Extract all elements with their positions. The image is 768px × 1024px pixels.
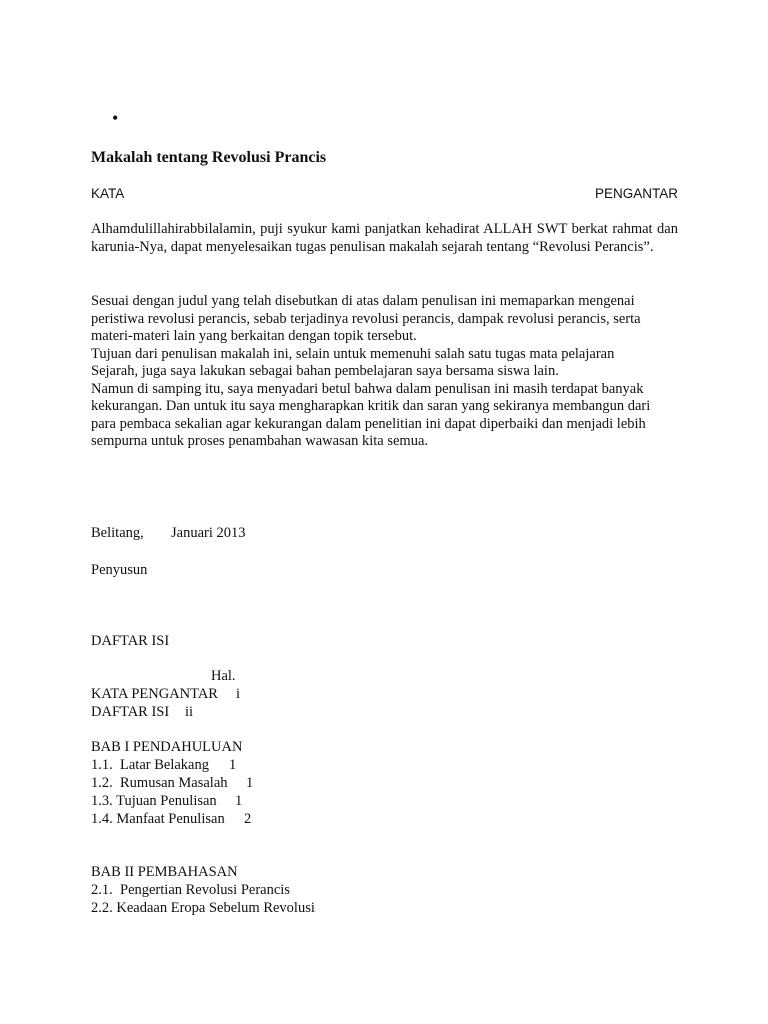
toc-entry-page: 1 xyxy=(229,757,237,773)
toc-chapter-title: BAB I PENDAHULUAN xyxy=(91,739,243,755)
heading-pengantar: PENGANTAR xyxy=(594,186,678,201)
body-paragraph xyxy=(91,293,678,451)
body-line: kekurangan. Dan untuk itu saya mengharapkan kritik dan saran yang sekiranya membangun dari xyxy=(91,398,651,414)
place-text: Belitang, xyxy=(91,525,144,541)
toc-heading: DAFTAR ISI xyxy=(91,633,170,649)
toc-entry-label: DAFTAR ISI xyxy=(91,704,170,720)
toc-entry-label: 1.4. Manfaat Penulisan xyxy=(91,811,225,827)
document-title: Makalah tentang Revolusi Prancis xyxy=(91,149,327,166)
toc-entry-label: 2.2. Keadaan Eropa Sebelum Revolusi xyxy=(91,900,315,916)
toc-entry-page: 2 xyxy=(244,811,252,827)
toc-entry-page: 1 xyxy=(246,775,254,791)
body-line: peristiwa revolusi perancis, sebab terjadinya revolusi perancis, dampak revolusi perancis, serta xyxy=(91,310,641,327)
toc-chapter-title: BAB II PEMBAHASAN xyxy=(91,864,238,880)
date-text: Januari 2013 xyxy=(171,525,246,541)
bullet-point: • xyxy=(112,108,119,128)
toc-entry-label: 2.1. Pengertian Revolusi Perancis xyxy=(91,882,290,898)
toc-entry-label: 1.3. Tujuan Penulisan xyxy=(91,793,217,809)
body-line: materi-materi lain yang berkaitan dengan topik tersebut. xyxy=(91,328,417,344)
toc-entry-page: ii xyxy=(185,704,194,720)
toc-entry-label: 1.1. Latar Belakang xyxy=(91,757,209,773)
intro-paragraph: Alhamdulillahirabbilalamin, puji syukur kami panjatkan kehadirat ALLAH SWT berkat rahmat dan karunia-Nya, dapat menyelesaikan tugas penulisan makalah sejarah tentang “Revolusi Perancis”. xyxy=(91,221,678,255)
body-line: sempurna untuk proses penambahan wawasan kita semua. xyxy=(91,433,429,449)
heading-kata: KATA xyxy=(91,186,125,201)
body-line: para pembaca sekalian agar kekurangan dalam penelitian ini dapat diperbaiki dan menjadi lebih xyxy=(91,415,646,432)
toc-entry-page: 1 xyxy=(235,793,243,809)
body-line: Sesuai dengan judul yang telah disebutkan di atas dalam penulisan ini memaparkan mengenai xyxy=(91,293,635,309)
toc-page-label: Hal. xyxy=(211,668,236,684)
body-line: Sejarah, juga saya lakukan sebagai bahan pembelajaran saya bersama siswa lain. xyxy=(91,363,559,379)
toc-entry-label: 1.2. Rumusan Masalah xyxy=(91,775,228,791)
body-line: Namun di samping itu, saya menyadari betul bahwa dalam penulisan ini masih terdapat banyak xyxy=(91,380,644,397)
toc-entry-page: i xyxy=(236,686,241,702)
body-line: Tujuan dari penulisan makalah ini, selain untuk memenuhi salah satu tugas mata pelajaran xyxy=(91,345,615,362)
toc-entry-label: KATA PENGANTAR xyxy=(91,686,218,702)
author-label: Penyusun xyxy=(91,562,148,578)
